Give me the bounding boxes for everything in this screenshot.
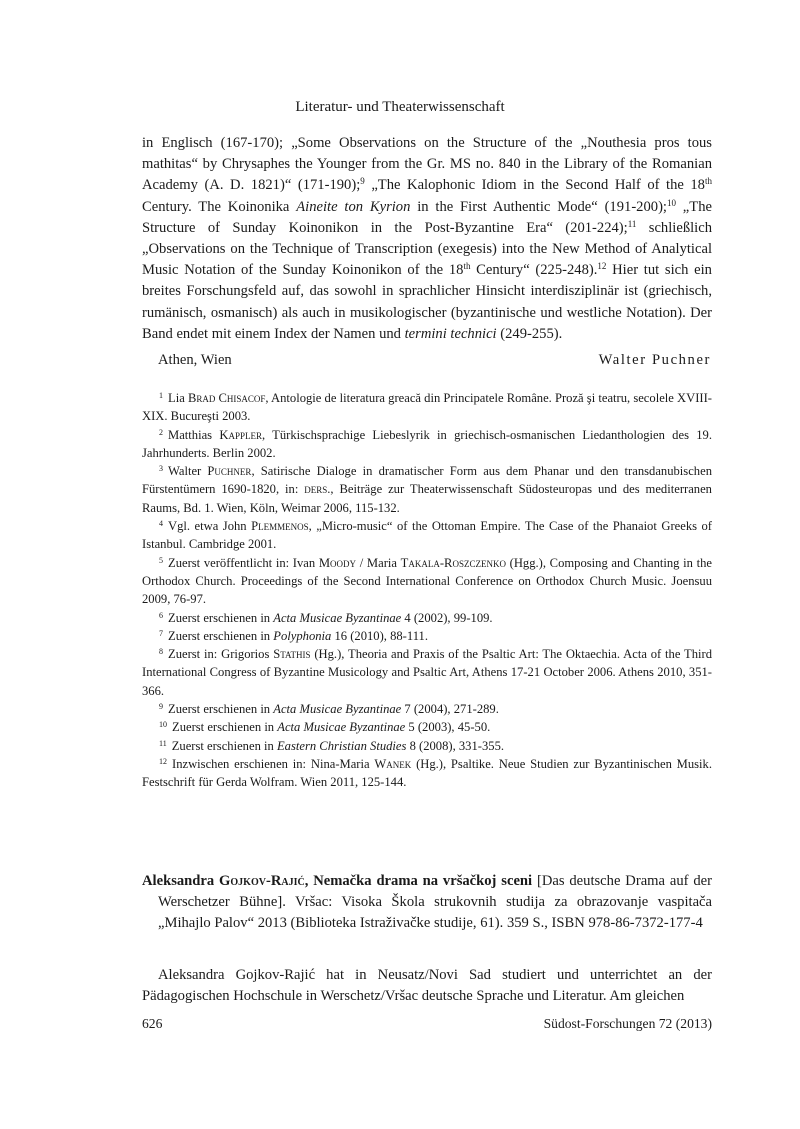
- page-footer: [142, 1016, 712, 1032]
- footnote-text: Inzwischen erschienen in: Nina-Maria: [172, 756, 375, 771]
- footnote-number: 12: [159, 756, 167, 766]
- text-run: Hier tut sich ein breites Forschungsfeld auf, das sowohl in sprachlicher Hinsicht interdisziplinär ist (griechisch, rumänisch, osmanisch) als auch in musikologischer (byzantinische und westliche Notation). Der Band endet mit einem Index der Namen und: [142, 262, 712, 342]
- footnote-number: 9: [159, 702, 163, 712]
- author-name: Kappler: [219, 427, 262, 442]
- footnote-text: Walter: [168, 464, 208, 479]
- italic-title: Aineite ton Kyrion: [296, 198, 411, 215]
- footnote-text: 5 (2003), 45-50.: [405, 720, 491, 735]
- signature-place: Athen, Wien: [158, 352, 232, 368]
- footnote-text: , Satirische Dialoge in dramatischer Form aus dem Phanar und den transdanubischen Fürstentümern 1690-1820, in:: [142, 464, 712, 497]
- review-publication-info: [Das deutsche Drama auf der Werschetzer Bühne]. Vršac: Visoka Škola strukovnih studija za obrazovanje vaspitača „Mihajlo Palov“ 2013 (Biblioteka Istraživačke studije, 61). 359 S., ISBN 978-86-7372-177-4: [158, 873, 712, 932]
- footnote-text: , Beiträge zur Theaterwissenschaft Südosteuropas und des mediterranen Raums, Bd. 1. Wien, Köln, Weimar 2006, 115-132.: [142, 482, 712, 515]
- footnote-ref: 10: [666, 197, 676, 208]
- footnote-ref: 11: [627, 218, 637, 229]
- footnote-text: Zuerst erschienen in: [172, 720, 278, 735]
- author-name: Brad Chisacof: [187, 391, 266, 405]
- footnote-6: [142, 609, 712, 627]
- journal-title: Acta Musicae Byzantinae: [273, 610, 402, 625]
- author-name: Wanek: [374, 756, 412, 771]
- review-book-title: , Nemačka drama na vršačkoj sceni: [304, 873, 533, 889]
- author-name: Moody: [318, 555, 357, 570]
- review-author-surname: Gojkov-Rajić: [219, 873, 305, 889]
- text-run: Century. The Koinonika: [142, 198, 297, 215]
- footnote-text: 16 (2010), 88-111.: [331, 628, 428, 643]
- footnote-text: (Hg.), Psaltike. Neue Studien zur Byzantinischen Musik. Festschrift für Gerda Wolfram. Wien 2011, 125-144.: [142, 756, 713, 790]
- journal-title: Acta Musicae Byzantinae: [273, 702, 402, 717]
- ordinal-suffix: th: [463, 261, 471, 272]
- review-citation: [142, 871, 712, 935]
- main-paragraph: [142, 133, 712, 345]
- footnote-text: Matthias: [168, 427, 220, 442]
- footnote-7: [142, 627, 712, 645]
- footnote-text: Zuerst erschienen in: [168, 702, 274, 717]
- running-header: Literatur- und Theaterwissenschaft: [295, 99, 505, 115]
- ordinal-suffix: th: [704, 176, 712, 187]
- footnote-text: Lia: [168, 391, 188, 405]
- footnote-text: , „Micro-music“ of the Ottoman Empire. The Case of the Phanaiot Greeks of Istanbul. Cambridge 2001.: [142, 519, 712, 552]
- footnote-4: [142, 517, 712, 554]
- footnote-number: 1: [159, 391, 163, 400]
- footnote-text: Vgl. etwa John: [168, 519, 252, 534]
- footnote-number: 8: [159, 647, 163, 657]
- author-name: Plemmenos: [251, 519, 309, 534]
- journal-title: Eastern Christian Studies: [276, 738, 407, 753]
- footnote-number: 5: [159, 555, 163, 565]
- text-run: „The Kalophonic Idiom in the Second Half of the 18: [364, 177, 705, 194]
- footnote-text: / Maria: [356, 555, 401, 570]
- review-body-paragraph: Aleksandra Gojkov-Rajić hat in Neusatz/Novi Sad studiert und unterrichtet an der Pädagogischen Hochschule in Werschetz/Vršac deutsche Sprache und Literatur. Am gleichen: [142, 967, 712, 1005]
- text-run: schließlich „Observations on the Technique of Transcription (exegesis) into the New Method of Analytical Music Notation of the Sunday Koinonikon of the 18: [142, 219, 712, 279]
- author-name: Puchner: [207, 464, 252, 479]
- footnote-3: [142, 462, 712, 517]
- footnote-text: , Türkischsprachige Liebeslyrik in griechisch-osmanischen Liedanthologien des 19. Jahrhunderts. Berlin 2002.: [142, 427, 712, 460]
- footnote-number: 3: [159, 464, 163, 474]
- footnote-text: Zuerst in: Grigorios: [168, 647, 274, 662]
- footnote-1: [142, 389, 712, 426]
- footnote-12: [142, 755, 712, 792]
- footnote-11: [142, 737, 712, 755]
- footnotes: [142, 389, 712, 792]
- author-name: Takala-Roszczenko: [400, 555, 506, 570]
- footnote-number: 4: [159, 519, 163, 529]
- page-number: 626: [142, 1016, 163, 1031]
- footnote-number: 7: [159, 628, 163, 638]
- footnote-text: 4 (2002), 99-109.: [401, 610, 493, 625]
- footnote-10: [142, 718, 712, 736]
- footnote-text: (Hgg.), Composing and Chanting in the Orthodox Church. Proceedings of the Second International Conference on Orthodox Church Music. Joensuu 2009, 76-97.: [142, 555, 713, 607]
- journal-title: Acta Musicae Byzantinae: [277, 720, 406, 735]
- review-signature: [158, 352, 711, 369]
- journal-title: Polyphonia: [273, 628, 332, 643]
- footnote-ref: 12: [597, 261, 607, 272]
- text-run: Century“ (225-248).: [470, 262, 598, 279]
- footnote-8: [142, 645, 712, 700]
- author-name: ders.: [304, 482, 331, 497]
- footnote-number: 6: [159, 610, 163, 620]
- signature-author: Walter Puchner: [598, 352, 711, 368]
- footnote-number: 2: [159, 427, 163, 437]
- footnote-5: [142, 554, 712, 609]
- text-run: (249-255).: [496, 325, 563, 342]
- journal-name: Südost-Forschungen 72 (2013): [543, 1016, 712, 1031]
- footnote-number: 10: [159, 720, 167, 730]
- text-run: „The Structure of Sunday Koinonikon in the Post-Byzantine Era“ (201-224);: [142, 198, 712, 236]
- author-name: Stathis: [273, 647, 311, 662]
- footnote-number: 11: [159, 738, 167, 748]
- footnote-text: 8 (2008), 331-355.: [406, 738, 505, 753]
- footnote-text: , Antologie de literatura greacă din Principatele Române. Proză şi teatru, secolele XVIII-XIX. Bucureşti 2003.: [142, 391, 712, 424]
- footnote-2: [142, 426, 712, 463]
- footnote-text: Zuerst veröffentlicht in: Ivan: [168, 555, 319, 570]
- footnote-text: Zuerst erschienen in: [171, 738, 277, 753]
- review-author-first: Aleksandra: [142, 873, 220, 889]
- footnote-text: 7 (2004), 271-289.: [401, 702, 499, 717]
- footnote-text: (Hg.), Theoria and Praxis of the Psaltic Art: The Oktaechia. Acta of the Third International Congress of Byzantine Musicology and Psaltic Art, Athens 17-21 October 2006. Athens 2010, 351-366.: [142, 647, 713, 698]
- footnote-text: Zuerst erschienen in: [168, 610, 274, 625]
- text-run: in Englisch (167-170); „Some Observations on the Structure of the „Nouthesia pros tous mathitas“ by Chrysaphes the Younger from the Gr. MS no. 840 in the Library of the Romanian Academy (A. D. 1821)“ (171-190);: [142, 135, 712, 194]
- footnote-9: [142, 700, 712, 718]
- italic-term: termini technici: [404, 325, 497, 342]
- text-run: in the First Authentic Mode“ (191-200);: [410, 198, 667, 215]
- footnote-text: Zuerst erschienen in: [168, 628, 274, 643]
- footnote-ref: 9: [360, 176, 365, 187]
